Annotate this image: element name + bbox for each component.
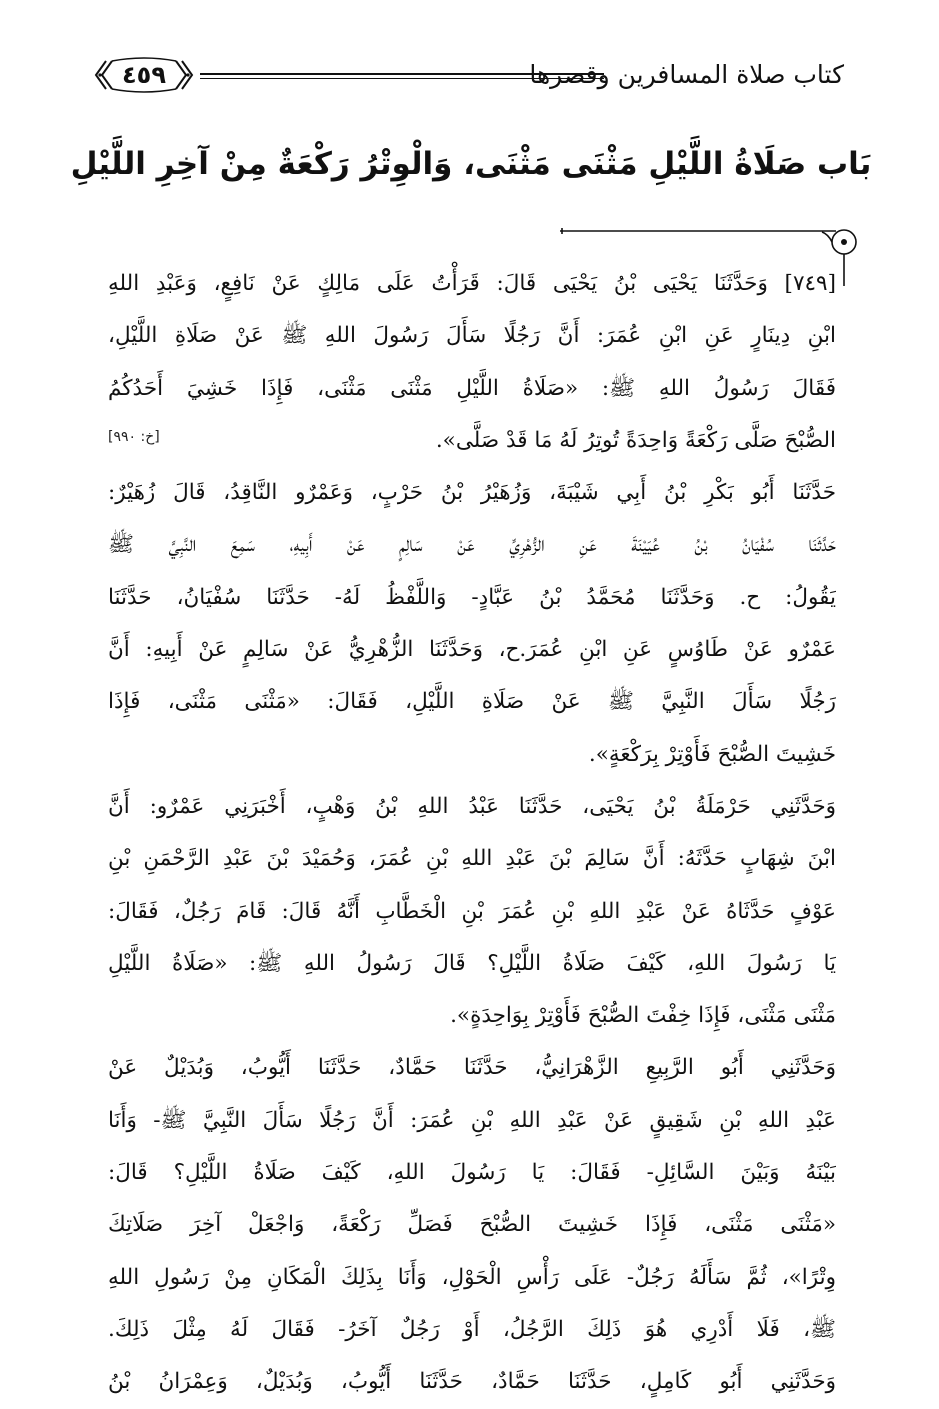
text-line: رَجُلًا سَأَلَ النَّبِيَّ ﷺ عَنْ صَلَاةِ اللَّيْلِ، فَقَالَ: «مَثْنَى مَثْنَى، فَإِذَا xyxy=(108,689,836,715)
text-line-with-reference xyxy=(108,415,836,467)
text-line: وِتْرًا»، ثُمَّ سَأَلَهُ رَجُلٌ- عَلَى رَأْسِ الْحَوْلِ، وَأَنَا بِذَلِكَ الْمَكَانِ مِنْ رَسُولِ اللهِ xyxy=(108,1264,836,1290)
text-line: ابْنَ شِهَابٍ حَدَّثَهُ: أَنَّ سَالِمَ بْنَ عَبْدِ اللهِ بْنِ عُمَرَ، وَحُمَيْدَ بْنَ عَبْدِ الرَّحْمَنِ بْنِ xyxy=(108,846,836,872)
text-line: عَمْرٌو عَنْ طَاوُسٍ عَنِ ابْنِ عُمَرَ.ح، وَحَدَّثَنَا الزُّهْرِيُّ عَنْ سَالِمٍ عَنْ أَبِيهِ: أَنَّ xyxy=(108,637,836,663)
text-line: حَدَّثَنَا سُفْيَانُ بْنُ عُيَيْنَةَ عَنِ الزُّهْرِيِّ عَنْ سَالِمٍ عَنْ أَبِيهِ، سَمِعَ النَّبِيَّ ﷺ xyxy=(108,532,836,558)
section-title: بَاب صَلَاةُ اللَّيْلِ مَثْنَى مَثْنَى، وَالْوِتْرُ رَكْعَةٌ مِنْ آخِرِ اللَّيْلِ xyxy=(70,146,872,182)
text-line: فَقَالَ رَسُولُ اللهِ ﷺ: «صَلَاةُ اللَّيْلِ مَثْنَى مَثْنَى، فَإِذَا خَشِيَ أَحَدُكُمُ xyxy=(108,375,836,401)
text-line: وَحَدَّثَنِي أَبُو الرَّبِيعِ الزَّهْرَانِيُّ، حَدَّثَنَا حَمَّادٌ، حَدَّثَنَا أَيُّوبُ، وَبُدَيْلٌ عَنْ xyxy=(108,1055,836,1081)
text-line: عَوْفٍ حَدَّثَاهُ عَنْ عَبْدِ اللهِ بْنِ عُمَرَ بْنِ الْخَطَّابِ أَنَّهُ قَالَ: قَامَ رَجُلٌ، فَقَالَ: xyxy=(108,898,836,924)
text-line: [٧٤٩] وَحَدَّثَنَا يَحْيَى بْنُ يَحْيَى قَالَ: قَرَأْتُ عَلَى مَالِكٍ عَنْ نَافِعٍ، وَعَبْدِ اللهِ xyxy=(108,271,836,296)
text-line: ﷺ، فَلَا أَدْرِي هُوَ ذَلِكَ الرَّجُلُ، أَوْ رَجُلٌ آخَرُ- فَقَالَ لَهُ مِثْلَ ذَلِكَ. xyxy=(108,1316,836,1342)
page-number-badge xyxy=(92,56,196,94)
bukhari-reference: [خ: ٩٩٠] xyxy=(108,428,160,445)
text-line: عَبْدِ اللهِ بْنِ شَقِيقٍ عَنْ عَبْدِ اللهِ بْنِ عُمَرَ: أَنَّ رَجُلًا سَأَلَ النَّبِيَّ ﷺ- وَأَنَا xyxy=(108,1107,836,1133)
text-line: وَحَدَّثَنِي حَرْمَلَةُ بْنُ يَحْيَى، حَدَّثَنَا عَبْدُ اللهِ بْنُ وَهْبٍ، أَخْبَرَنِي عَمْرٌو: أَنَّ xyxy=(108,793,836,819)
text-line: وَحَدَّثَنِي أَبُو كَامِلٍ، حَدَّثَنَا حَمَّادٌ، حَدَّثَنَا أَيُّوبُ، وَبُدَيْلٌ، وَعِمْرَانُ بْنُ xyxy=(108,1369,836,1395)
text-line: بَيْنَهُ وَبَيْنَ السَّائِلِ- فَقَالَ: يَا رَسُولَ اللهِ، كَيْفَ صَلَاةُ اللَّيْلِ؟ قَالَ: xyxy=(108,1160,836,1186)
text-line: «مَثْنَى مَثْنَى، فَإِذَا خَشِيتَ الصُّبْحَ فَصَلِّ رَكْعَةً، وَاجْعَلْ آخِرَ صَلَاتِكَ xyxy=(108,1212,836,1238)
text-line: حَدَّثَنَا أَبُو بَكْرِ بْنُ أَبِي شَيْبَةَ، وَزُهَيْرُ بْنُ حَرْبٍ، وَعَمْرٌو النَّاقِدُ، قَالَ زُهَيْرٌ: xyxy=(108,480,836,506)
running-header xyxy=(92,56,844,96)
text-line: ابْنِ دِينَارٍ عَنِ ابْنِ عُمَرَ: أَنَّ رَجُلًا سَأَلَ رَسُولَ اللهِ ﷺ عَنْ صَلَاةِ اللَّيْلِ، xyxy=(108,323,836,349)
hadith-text xyxy=(108,258,836,1409)
text-line: خَشِيتَ الصُّبْحَ فَأَوْتِرْ بِرَكْعَةٍ». xyxy=(588,741,836,767)
text-line: يَقُولُ: ح. وَحَدَّثَنَا مُحَمَّدُ بْنُ عَبَّادٍ- وَاللَّفْظُ لَهُ- حَدَّثَنَا سُفْيَانُ، حَدَّثَنَا xyxy=(108,584,836,610)
text-line: مَثْنَى مَثْنَى، فَإِذَا خِفْتَ الصُّبْحَ فَأَوْتِرْ بِوَاحِدَةٍ». xyxy=(450,1003,836,1029)
text-line: يَا رَسُولَ اللهِ، كَيْفَ صَلَاةُ اللَّيْلِ؟ قَالَ رَسُولُ اللهِ ﷺ: «صَلَاةُ اللَّيْلِ xyxy=(108,950,836,976)
chapter-header-title: كتاب صلاة المسافرين وقصرها xyxy=(529,60,844,89)
page-number: ٤٥٩ xyxy=(122,61,166,89)
text-line: الصُّبْحَ صَلَّى رَكْعَةً وَاحِدَةً تُوتِرُ لَهُ مَا قَدْ صَلَّى». xyxy=(435,427,836,453)
